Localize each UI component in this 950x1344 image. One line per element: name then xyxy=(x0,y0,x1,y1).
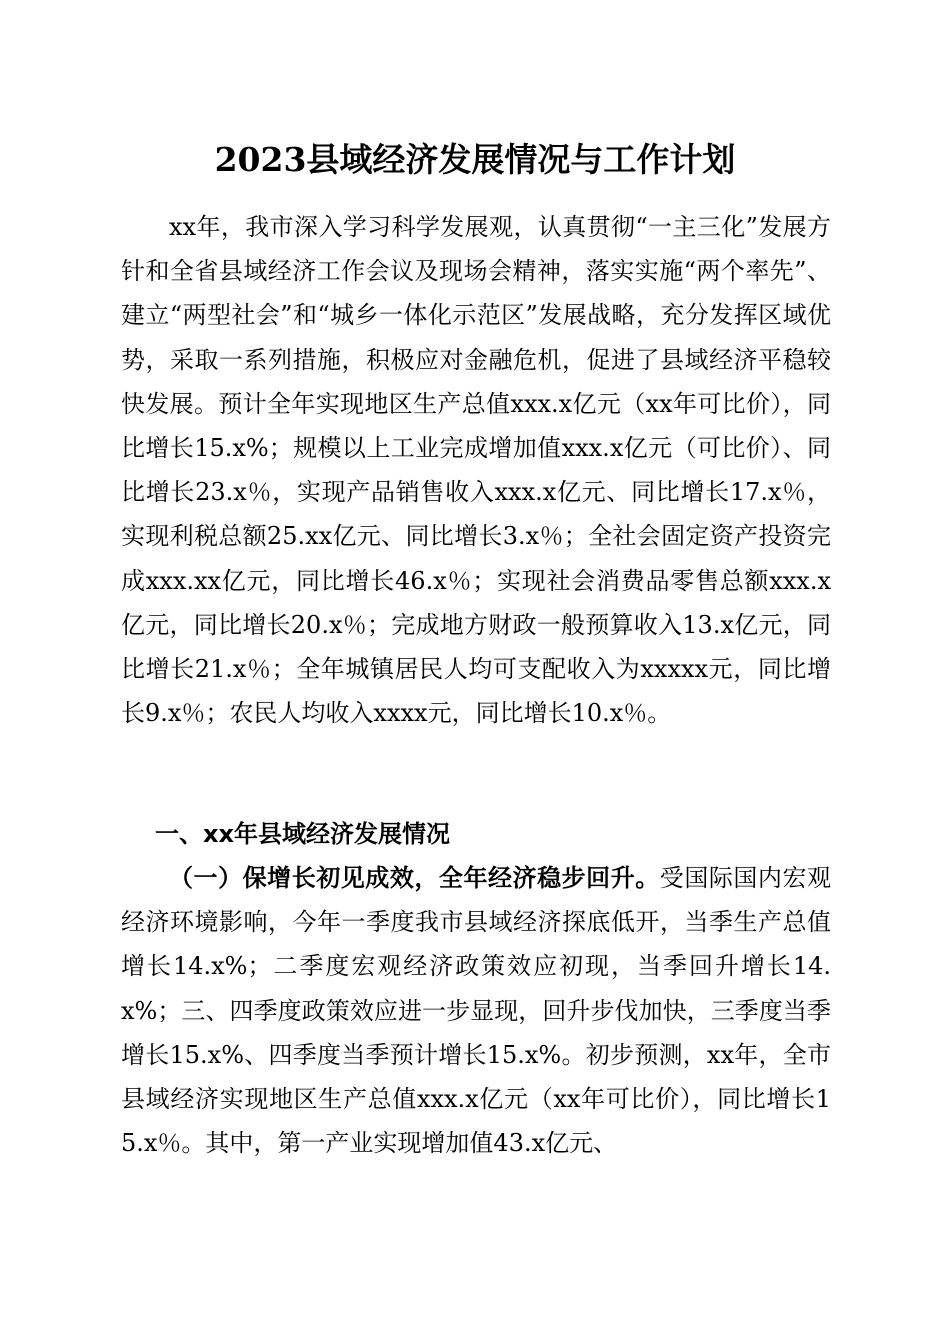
section-paragraph xyxy=(121,856,831,1165)
intro-paragraph: xx年，我市深入学习科学发展观，认真贯彻“一主三化”发展方针和全省县域经济工作会议及现场会精神，落实实施“两个率先”、建立“两型社会”和“城乡一体化示范区”发展战略，充分发挥区域优势，采取一系列措施，积极应对金融危机，促进了县域经济平稳较快发展。预计全年实现地区生产总值xxx.x亿元（xx年可比价），同比增长15.x%；规模以上工业完成增加值xxx.x亿元（可比价）、同比增长23.x％，实现产品销售收入xxx.x亿元、同比增长17.x％，实现利税总额25.xx亿元、同比增长3.x％；全社会固定资产投资完成xxx.xx亿元，同比增长46.x％；实现社会消费品零售总额xxx.x亿元，同比增长20.x％；完成地方财政一般预算收入13.x亿元，同比增长21.x％；全年城镇居民人均可支配收入为xxxxx元，同比增长9.x％；农民人均收入xxxx元，同比增长10.x％。 xyxy=(121,213,831,728)
subsection-body: 受国际国内宏观经济环境影响，今年一季度我市县域经济探底低开，当季生产总值增长14.x%；二季度宏观经济政策效应初现，当季回升增长14.x%；三、四季度政策效应进一步显现，回升步伐加快，三季度当季增长15.x%、四季度当季预计增长15.x%。初步预测，xx年，全市县域经济实现地区生产总值xxx.x亿元（xx年可比价），同比增长15.x％。其中，第一产业实现增加值43.x亿元、 xyxy=(121,864,832,1158)
subsection-heading: （一）保增长初见成效，全年经济稳步回升。 xyxy=(169,864,660,892)
document-title: 2023县域经济发展情况与工作计划 xyxy=(214,140,736,179)
section-heading: 一、xx年县域经济发展情况 xyxy=(155,820,450,848)
